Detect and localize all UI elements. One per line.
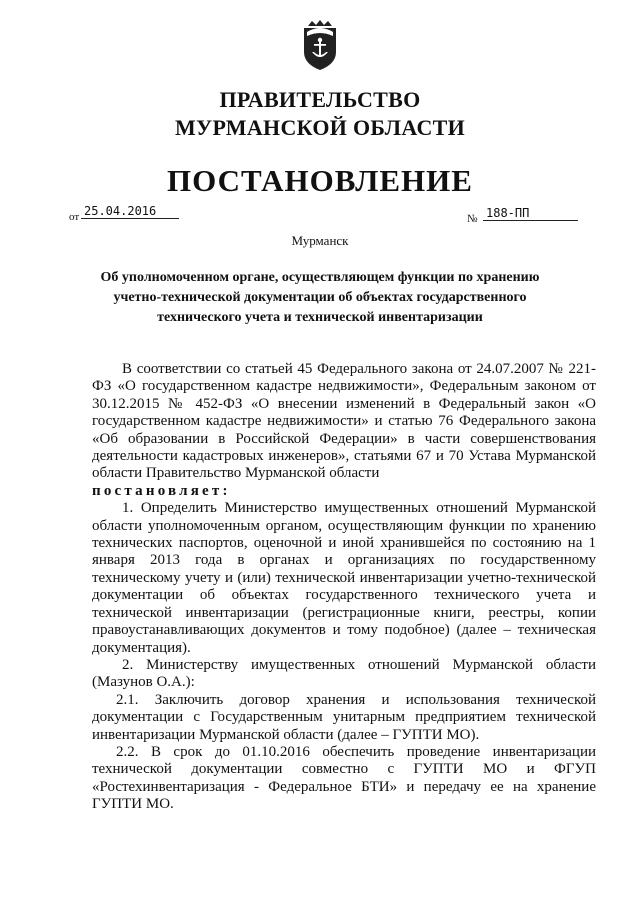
document-number: 188-ПП: [483, 206, 578, 221]
subject-line2: учетно-технической документации об объектах государственного: [113, 290, 527, 305]
item-2-paragraph: 2. Министерству имущественных отношений Мурманской области (Мазунов О.А.):: [92, 656, 596, 691]
subject-line1: Об уполномоченном органе, осуществляющем функции по хранению: [100, 270, 540, 285]
item-1-paragraph: 1. Определить Министерство имущественных отношений Мурманской области уполномоченным органом, осуществляющим функции по хранению технических паспортов, оценочной и иной хранившейся по состоянию на 1 января 2013 года в органах и организациях по государственному техническому учету и (или) технической инвентаризации учетно-технической документации об объектах государственного технического учета и технической инвентаризации (регистрационные книги, реестры, копии правоустанавливающих документов и тому подобное) (далее – техническая документация).: [92, 500, 596, 656]
document-type-title: ПОСТАНОВЛЕНИЕ: [167, 163, 473, 198]
organization-name-line2: МУРМАНСКОЙ ОБЛАСТИ: [174, 115, 466, 140]
document-body: [92, 361, 596, 814]
subject-line3: технического учета и технической инвентаризации: [157, 310, 483, 325]
item-2-2-paragraph: 2.2. В срок до 01.10.2016 обеспечить проведение инвентаризации технической документации совместно с ГУПТИ МО и ФГУП «Ростехинвентаризация - Федеральное БТИ» и передачу ее на хранение ГУПТИ МО.: [92, 743, 596, 813]
number-prefix: №: [467, 213, 478, 225]
document-subject: [100, 268, 540, 328]
date-prefix: от: [69, 211, 80, 223]
resolves-keyword: постановляет:: [92, 482, 231, 499]
city-name: Мурманск: [291, 233, 349, 248]
preamble-paragraph: В соответствии со статьей 45 Федерального закона от 24.07.2007 № 221-ФЗ «О государственном кадастре недвижимости», Федеральным законом от 30.12.2015 № 452-ФЗ «О внесении изменений в Федеральный закон «О государственном кадастре недвижимости» и статью 76 Федерального закона «Об образовании в Российской Федерации» в части совершенствования деятельности кадастровых инженеров», статьями 67 и 70 Устава Мурманской области Правительство Мурманской области: [92, 361, 596, 482]
organization-name-line1: ПРАВИТЕЛЬСТВО: [219, 87, 421, 112]
document-date: 25.04.2016: [81, 204, 179, 219]
coat-of-arms-emblem-icon: [298, 18, 342, 72]
item-2-1-paragraph: 2.1. Заключить договор хранения и использования технической документации с Государственным унитарным предприятием технической инвентаризации Мурманской области (далее – ГУПТИ МО).: [92, 691, 596, 743]
